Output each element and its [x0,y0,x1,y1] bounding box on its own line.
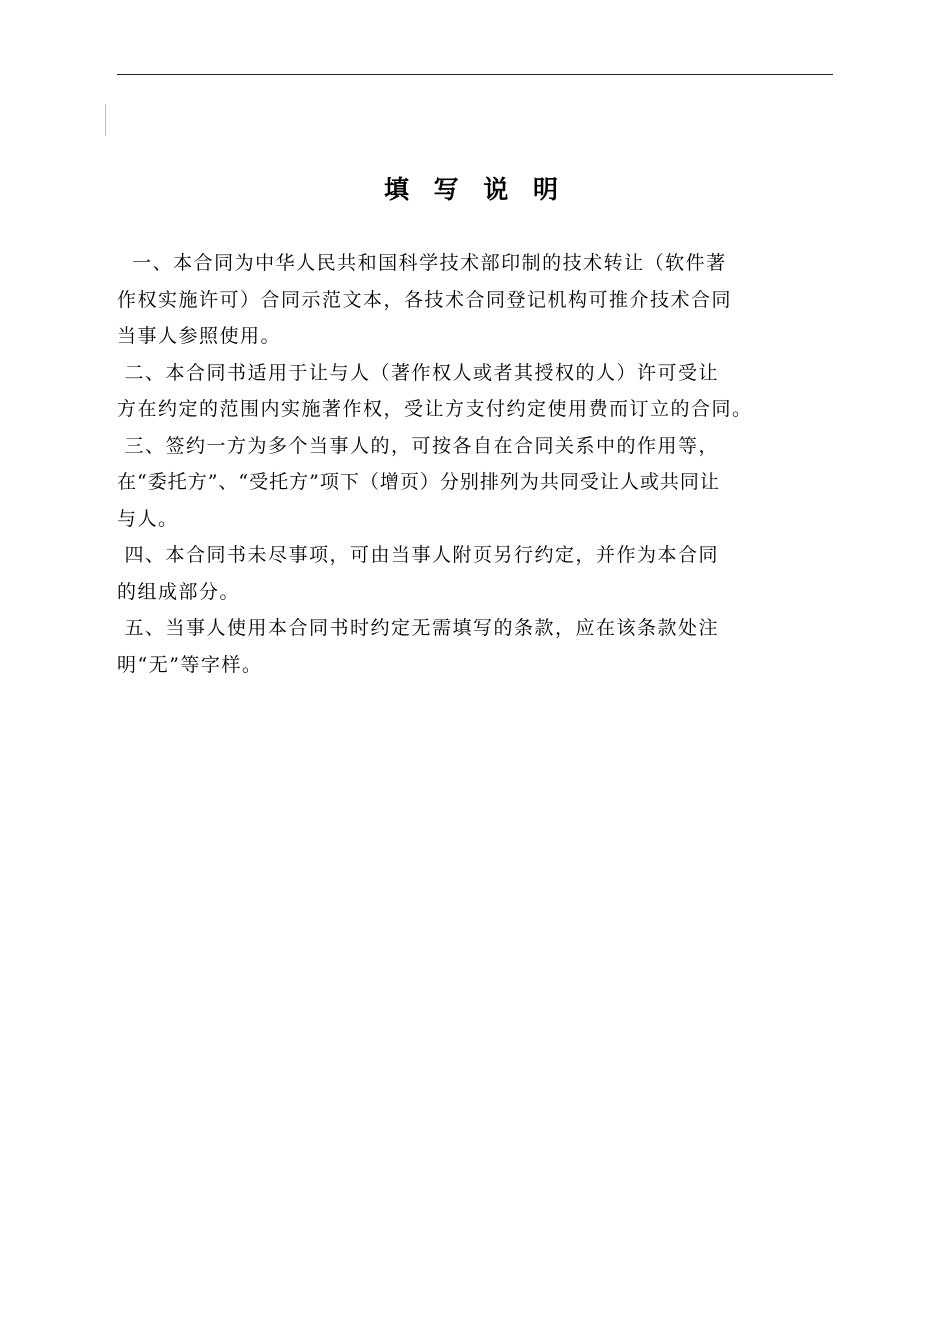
instruction-line: 当事人参照使用。 [117,325,282,347]
instruction-line: 与人。 [117,507,179,530]
instruction-line: 的组成部分。 [117,580,241,603]
instruction-line: 二、本合同书适用于让与人（著作权人或者其授权的人）许可受让 [117,361,720,384]
instruction-line: 四、本合同书未尽事项，可由当事人附页另行约定，并作为本合同 [117,544,720,566]
instruction-line: 作权实施许可）合同示范文本，各技术合同登记机构可推介技术合同 [117,288,733,311]
header-rule [117,74,833,75]
instruction-line: 三、签约一方为多个当事人的，可按各自在合同关系中的作用等， [117,434,720,457]
instructions-body [117,245,837,683]
instruction-line: 五、当事人使用本合同书时约定无需填写的条款，应在该条款处注 [117,617,720,639]
instruction-line: 方在约定的范围内实施著作权，受让方支付约定使用费而订立的合同。 [117,398,753,420]
instruction-line: 在“委托方”、“受托方”项下（增页）分别排列为共同受让人或共同让 [117,471,720,493]
instruction-line: 一、本合同为中华人民共和国科学技术部印制的技术转让（软件著 [117,252,727,274]
margin-mark [105,104,106,136]
instruction-line: 明“无”等字样。 [117,653,263,676]
document-title: 填 写 说 明 [383,175,567,204]
